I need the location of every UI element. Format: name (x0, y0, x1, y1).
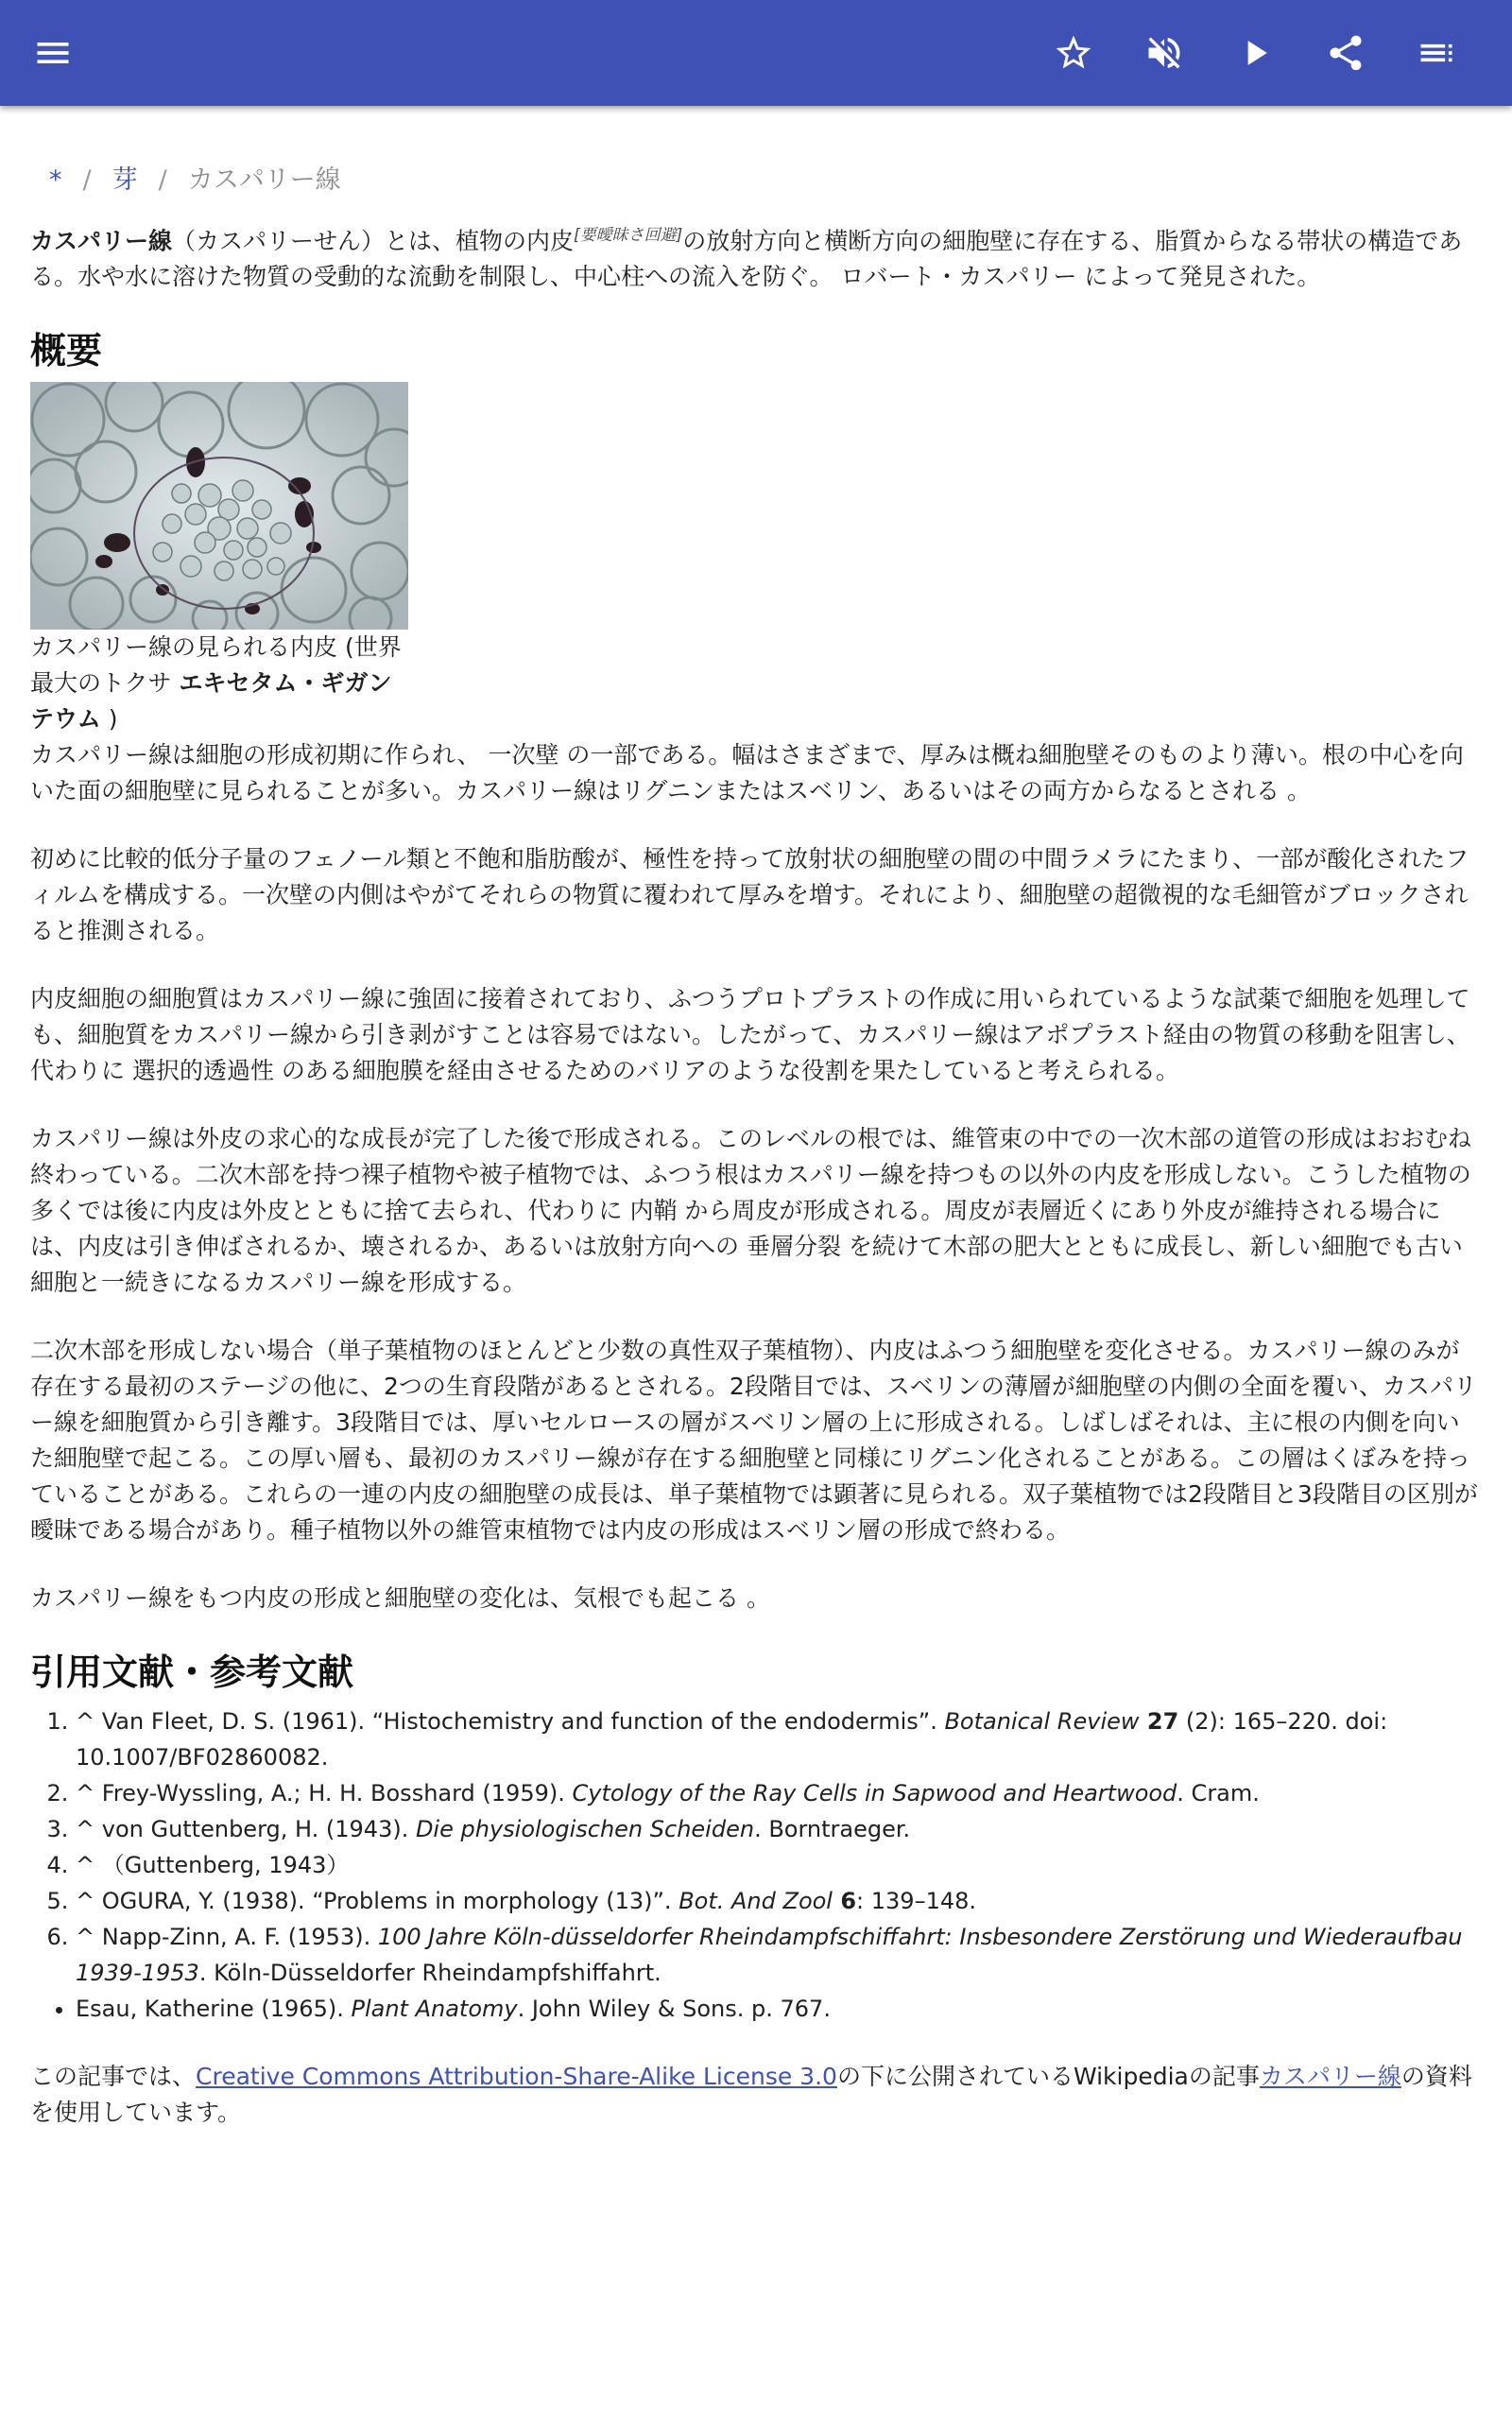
mute-icon[interactable] (1136, 25, 1193, 81)
breadcrumb-current: カスパリー線 (187, 165, 341, 195)
further-reading-item (76, 1991, 1482, 2027)
reference-text: ^ Van Fleet, D. S. (1961). “Histochemistry and function of the endodermis”. (76, 1708, 945, 1736)
reference-text: : 139–148. (856, 1888, 977, 1915)
intro-text-2: の放射方向と横断方向の細胞壁に存在する、脂質からなる帯状の構造である。水や水に溶けた物質の受動的な流動を制限し、中心柱への流入を防ぐ。 ロバート・カスパリー によって発見された。 (30, 227, 1463, 291)
reference-title: Bot. And Zool (679, 1888, 833, 1915)
reference-volume: 6 (832, 1888, 857, 1915)
breadcrumb-separator: / (82, 165, 92, 195)
disambiguation-note[interactable]: [要曖昧さ回避] (574, 226, 683, 245)
figure-caption (30, 630, 408, 737)
intro-paragraph (30, 217, 1482, 295)
figure (30, 382, 408, 737)
menu-icon[interactable] (25, 25, 81, 81)
reference-text: ^ Frey-Wyssling, A.; H. H. Bosshard (1959). (76, 1780, 573, 1807)
app-bar (0, 0, 1512, 106)
reference-text: ^ （Guttenberg, 1943） (76, 1852, 350, 1879)
paragraph-6: カスパリー線をもつ内皮の形成と細胞壁の変化は、気根でも起こる 。 (30, 1584, 770, 1613)
reference-text: ^ Napp-Zinn, A. F. (1953). (76, 1924, 378, 1951)
breadcrumb-parent-link[interactable]: 芽 (112, 165, 138, 195)
caption-text-1: カスパリー線の見られる内皮 (世界最大のトクサ (30, 633, 402, 698)
reference-title: 100 Jahre Köln-düsseldorfer Rheindampfschiffahrt: Insbesondere Zerstörung und Wiederaufbau 1939-1953 (76, 1924, 1463, 1987)
intro-text-1: （カスパリーせん）とは、植物の内皮 (172, 227, 575, 255)
paragraph-1: カスパリー線は細胞の形成初期に作られ、 一次壁 の一部である。幅はさまざまで、厚みは概ね細胞壁そのものより薄い。根の中心を向いた面の細胞壁に見られることが多い。カスパリー線はリグニンまたはスベリン、あるいはその両方からなるとされる 。 (30, 741, 1464, 805)
reference-text: . Cram. (1177, 1780, 1260, 1807)
reference-item (76, 1703, 1482, 1775)
breadcrumb (30, 163, 1482, 216)
breadcrumb-root-link[interactable]: * (49, 165, 62, 195)
reference-title: Cytology of the Ray Cells in Sapwood and Heartwood (572, 1780, 1177, 1807)
reference-volume: 27 (1139, 1708, 1179, 1736)
paragraph-5: 二次木部を形成しない場合（単子葉植物のほとんどと少数の真性双子葉植物）、内皮はふつう細胞壁を変化させる。カスパリー線のみが存在する最初のステージの他に、2つの生育段階があるとされる。2段階目では、スベリンの薄層が細胞壁の内側の全面を覆い、カスパリー線を細胞質から引き離す。3段階目では、厚いセルロースの層がスベリン層の上に形成される。しばしばそれは、主に根の内側を向いた細胞壁で起こる。この厚い層も、最初のカスパリー線が存在する細胞壁と同様にリグニン化されることがある。この層はくぼみを持っていることがある。これらの一連の内皮の細胞壁の成長は、単子葉植物では顕著に見られる。双子葉植物では2段階目と3段階目の区別が曖昧である場合があり。種子植物以外の維管束植物では内皮の形成はスベリン層の形成で終わる。 (30, 1337, 1478, 1545)
section-heading-overview: 概要 (30, 330, 103, 372)
reference-text: ^ von Guttenberg, H. (1943). (76, 1816, 416, 1843)
reference-item (76, 1883, 1482, 1919)
further-reading-list (30, 1991, 1482, 2027)
reference-title: Plant Anatomy (351, 1996, 518, 2023)
reference-text: . John Wiley & Sons. p. 767. (517, 1996, 831, 2023)
paragraph-2: 初めに比較的低分子量のフェノール類と不飽和脂肪酸が、極性を持って放射状の細胞壁の間の中間ラメラにたまり、一部が酸化されたフィルムを構成する。一次壁の内側はやがてそれらの物質に覆われて厚みを増す。それにより、細胞壁の超微視的な毛細管がブロックされると推測される。 (30, 845, 1469, 945)
reference-item (76, 1775, 1482, 1811)
license-text: の下に公開されているWikipediaの記事 (836, 2063, 1260, 2091)
star-icon[interactable] (1045, 25, 1102, 81)
paragraph-4: カスパリー線は外皮の求心的な成長が完了した後で形成される。このレベルの根では、維管束の中での一次木部の道管の形成はおおむね終わっている。二次木部を持つ裸子植物や被子植物では、ふつう根はカスパリー線を持つもの以外の内皮を形成しない。こうした植物の多くでは後に内皮は外皮とともに捨て去られ、代わりに 内鞘 から周皮が形成される。周皮が表層近くにあり外皮が維持される場合には、内皮は引き伸ばされるか、壊されるか、あるいは放射方向への 垂層分裂 を続けて木部の肥大とともに成長し、新しい細胞でも古い細胞と一続きになるカスパリー線を形成する。 (30, 1125, 1472, 1297)
reference-list (30, 1703, 1482, 1991)
play-icon[interactable] (1227, 25, 1283, 81)
reference-title: Die physiologischen Scheiden (415, 1816, 755, 1843)
section-heading-references: 引用文献・参考文献 (30, 1651, 354, 1694)
reference-item (76, 1847, 1482, 1883)
paragraph-3: 内皮細胞の細胞質はカスパリー線に強固に接着されており、ふつうプロトプラストの作成に用いられているような試薬で細胞を処理しても、細胞質をカスパリー線から引き剥がすことは容易ではない。したがって、カスパリー線はアポプラスト経由の物質の移動を阻害し、代わりに 選択的透過性 のある細胞膜を経由させるためのバリアのような役割を果たしていると考えられる。 (30, 985, 1470, 1085)
intro-term: カスパリー線 (30, 227, 173, 255)
reference-text: . Köln-Düsseldorfer Rheindampfshiffahrt. (198, 1960, 662, 1987)
license-text: この記事では、 (30, 2063, 197, 2091)
license-text: の資料を使用しています。 (30, 2063, 1472, 2127)
caption-species-link[interactable]: エキセタム・ギガンテウム (30, 669, 392, 734)
reference-item (76, 1919, 1482, 1991)
license-link[interactable]: Creative Commons Attribution-Share-Alike License 3.0 (196, 2063, 837, 2091)
caption-text-2: ) (100, 705, 118, 734)
breadcrumb-separator: / (158, 165, 167, 195)
share-icon[interactable] (1317, 25, 1374, 81)
reference-text: ^ OGURA, Y. (1938). “Problems in morphology (13)”. (76, 1888, 679, 1915)
endodermis-micrograph[interactable] (30, 382, 408, 630)
reference-item (76, 1811, 1482, 1847)
reference-title: Botanical Review (944, 1708, 1140, 1736)
license-notice (30, 2059, 1482, 2131)
reference-text: (2): 165–220. doi: 10.1007/BF02860082. (76, 1708, 1388, 1772)
article (30, 159, 1482, 2131)
toc-icon[interactable] (1408, 25, 1465, 81)
source-article-link[interactable]: カスパリー線 (1259, 2063, 1401, 2091)
reference-text: Esau, Katherine (1965). (76, 1996, 352, 2023)
reference-text: . Borntraeger. (754, 1816, 911, 1843)
